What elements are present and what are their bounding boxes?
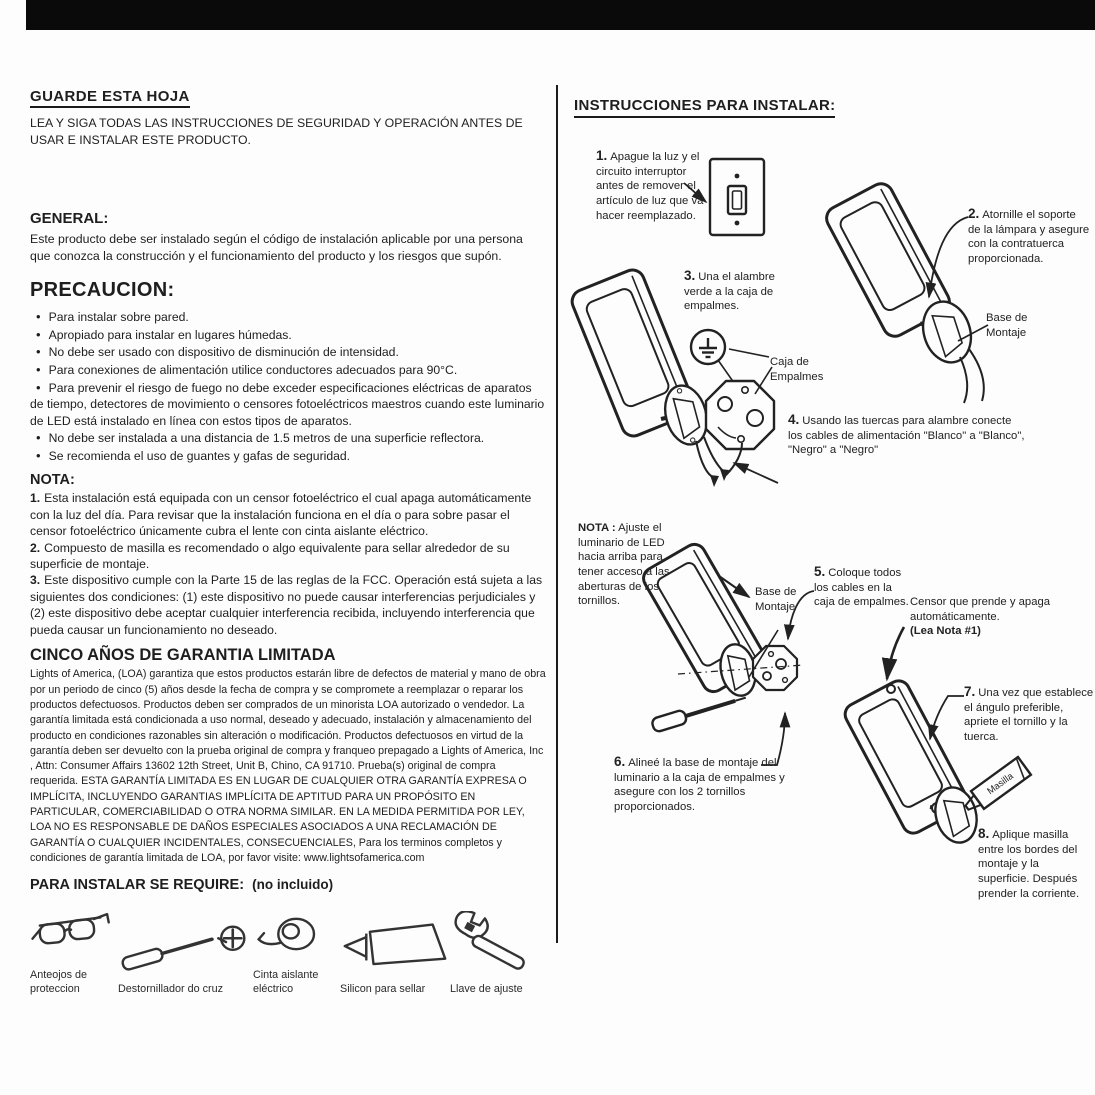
- masilla-tube-label: Masilla: [985, 770, 1016, 798]
- safety-text-column: [30, 88, 546, 996]
- phillips-screwdriver-icon: [118, 917, 253, 973]
- precaucion-item: • Se recomienda el uso de guantes y gafas de seguridad.: [30, 447, 546, 465]
- install-step-4: 4. Usando las tuercas para alambre conecte los cables de alimentación "Blanco" a "Blanco", "Negro" a "Negro": [788, 412, 1025, 457]
- junction-box-step5-illustration: [753, 646, 797, 690]
- warranty-body: Lights of America, (LOA) garantiza que estos productos estarán libre de defectos de material y mano de obra por un periodo de cinco (5) años desde la fecha de compra y se compromete a reemplazar o reparar los productos defectuosos. Productos deben ser comprados de un minorista LOA autorizado o vendedor. La garantía limitada está condicionada a uso normal, deseado y adecuado, instalación y almacenamiento del producto en condiciones razonables sin alteración o modificación. Productos defectuosos en virtud de la garantía deben ser devuelto con la prueba original de compra y franqueo prepagado a Lights of America, Inc , Attn: Consumer Affairs 13602 12th Street, Unit B, Chino, CA 91710. Prueba(s) original de compra requerida. ESTA GARANTÍA LIMITADA ES EN LUGAR DE CUALQUIER OTRA GARANTÍA EXPRESA O IMPLÍCITA, INCLUYENDO GARANTIAS IMPLÍCITA DE APTITUD PARA UN PROPÓSITO EN PARTICULAR, COMERCIABILIDAD O OTRA NORMA SIMILAR. EN LA MEDIDA PERMITIDA POR LEY, LOA NO ES RESPONSABLE DE DAÑOS ESPECIALES ASOCIADOS A UNA RECLAMACIÓN DE GARANTÍA O CUALQUIER INCIDENTALES, CONSECUENCIALES, Para los terminos completos y condiciones de garantía limitada de LOA, por favor visite: www.lightsofamerica.com: [30, 668, 546, 864]
- putty-tube-illustration: [961, 757, 1031, 817]
- base-montaje-label-1: Base de Montaje: [986, 312, 1028, 339]
- electrical-tape-icon: [253, 909, 325, 959]
- caja-empalmes-label: Caja de Empalmes: [770, 356, 824, 383]
- precaucion-heading: PRECAUCION:: [30, 279, 175, 302]
- base-montaje-label-2: Base de Montaje: [755, 586, 797, 613]
- install-step-8: 8. Aplique masilla entre los bordes del montaje y la superficie. Después prender la corriente.: [978, 826, 1080, 900]
- nota-heading: NOTA:: [30, 472, 75, 489]
- safety-glasses-icon: [30, 907, 112, 959]
- precaucion-item: • Para prevenir el riesgo de fuego no debe exceder especificaciones eléctricas de aparatos de tiempo, detectores de movimiento o censores fotoeléctricos maestros cuando este luminario de LED está instalado en línea con estos tipos de aparatos.: [30, 379, 546, 429]
- nota-list: [30, 490, 546, 638]
- install-step-1: 1. Apague la luz y el circuito interruptor antes de remover el artículo de luz que va hacer reemplazado.: [596, 148, 704, 222]
- screwdriver-illustration: [651, 691, 748, 733]
- precaucion-item: • No debe ser usado con dispositivo de disminución de intensidad.: [30, 343, 546, 361]
- photocell-sensor-dot: [887, 685, 895, 693]
- tool-silicone-tube: Silicon para sellar: [340, 921, 450, 996]
- precaucion-item: • Para instalar sobre pared.: [30, 308, 546, 326]
- save-sheet-subtitle: LEA Y SIGA TODAS LAS INSTRUCCIONES DE SEGURIDAD Y OPERACIÓN ANTES DE USAR E INSTALAR ESTE PRODUCTO.: [30, 116, 523, 147]
- install-step-7: 7. Una vez que establece el ángulo preferible, apriete el tornillo y la tuerca.: [964, 684, 1094, 744]
- install-step-2: 2. Atornille el soporte de la lámpara y asegure con la contratuerca proporcionada.: [968, 206, 1090, 266]
- save-sheet-title: GUARDE ESTA HOJA: [30, 88, 190, 108]
- general-heading: GENERAL:: [30, 210, 109, 228]
- install-title: INSTRUCCIONES PARA INSTALAR:: [574, 97, 835, 118]
- junction-box-illustration: [706, 381, 774, 449]
- warranty-heading: CINCO AÑOS DE GARANTIA LIMITADA: [30, 646, 336, 665]
- precaucion-list: [30, 308, 546, 464]
- install-step-3: 3. Una el alambre verde a la caja de empalmes.: [684, 268, 775, 313]
- tool-safety-glasses: Anteojos de proteccion: [30, 907, 118, 996]
- scan-artifact-bar: [26, 0, 1095, 30]
- tool-phillips-screwdriver: Destornillador do cruz: [118, 917, 253, 996]
- nota-ajuste-label: NOTA : Ajuste el luminario de LED hacia arriba para tener acceso a las aberturas de los tornillos.: [578, 522, 670, 608]
- nota-item: 2. Compuesto de masilla es recomendado o algo equivalente para sellar alrededor de su superficie de montaje.: [30, 540, 510, 572]
- precaucion-item: • Apropiado para instalar en lugares húmedas.: [30, 326, 546, 344]
- tool-adjustable-wrench: Llave de ajuste: [450, 911, 546, 996]
- nota-item: 3. Este dispositivo cumple con la Parte 15 de las reglas de la FCC. Operación está sujeta a las siguientes dos condiciones: (1) este dispositivo no puede causar interferencias perjudiciales y (2) este dispositivo debe aceptar cualquier interferencia recibida, incluyendo interferencia que pueda causar un funcionamiento no deseado.: [30, 573, 543, 637]
- nota-item: 1. Esta instalación está equipada con un censor fotoeléctrico el cual apaga automáticamente con la luz del día. Para revisar que la instalación funciona en el día o para sobre pasar el censor fotoeléctrico únicamente cubra el lente con cinta aislante eléctrico.: [30, 491, 532, 539]
- install-instructions-column: [556, 85, 1095, 943]
- silicone-tube-icon: [340, 921, 450, 973]
- general-body: Este producto debe ser instalado según el código de instalación aplicable por una persona que conozca la construcción y el funcionamiento del producto y los riesgos que supón.: [30, 232, 523, 263]
- precaucion-item: • Para conexiones de alimentación utilice conductores adecuados para 90°C.: [30, 361, 546, 379]
- install-step-6: 6. Alineé la base de montaje del luminario a la caja de empalmes y asegure con los 2 tornillos proporcionados.: [614, 754, 785, 814]
- tools-heading: PARA INSTALAR SE REQUIRE: (no incluido): [30, 877, 334, 894]
- tool-electrical-tape: Cinta aislante eléctrico: [253, 909, 340, 996]
- precaucion-item: • No debe ser instalada a una distancia de 1.5 metros de una superficie reflectora.: [30, 429, 546, 447]
- ground-symbol-icon: [691, 330, 725, 364]
- install-step-5: 5. Coloque todos los cables en la caja de empalmes.: [814, 564, 909, 609]
- censor-label: Censor que prende y apaga automáticamente. (Lea Nota #1): [910, 596, 1051, 638]
- required-tools-row: [30, 907, 546, 996]
- adjustable-wrench-icon: [450, 911, 546, 973]
